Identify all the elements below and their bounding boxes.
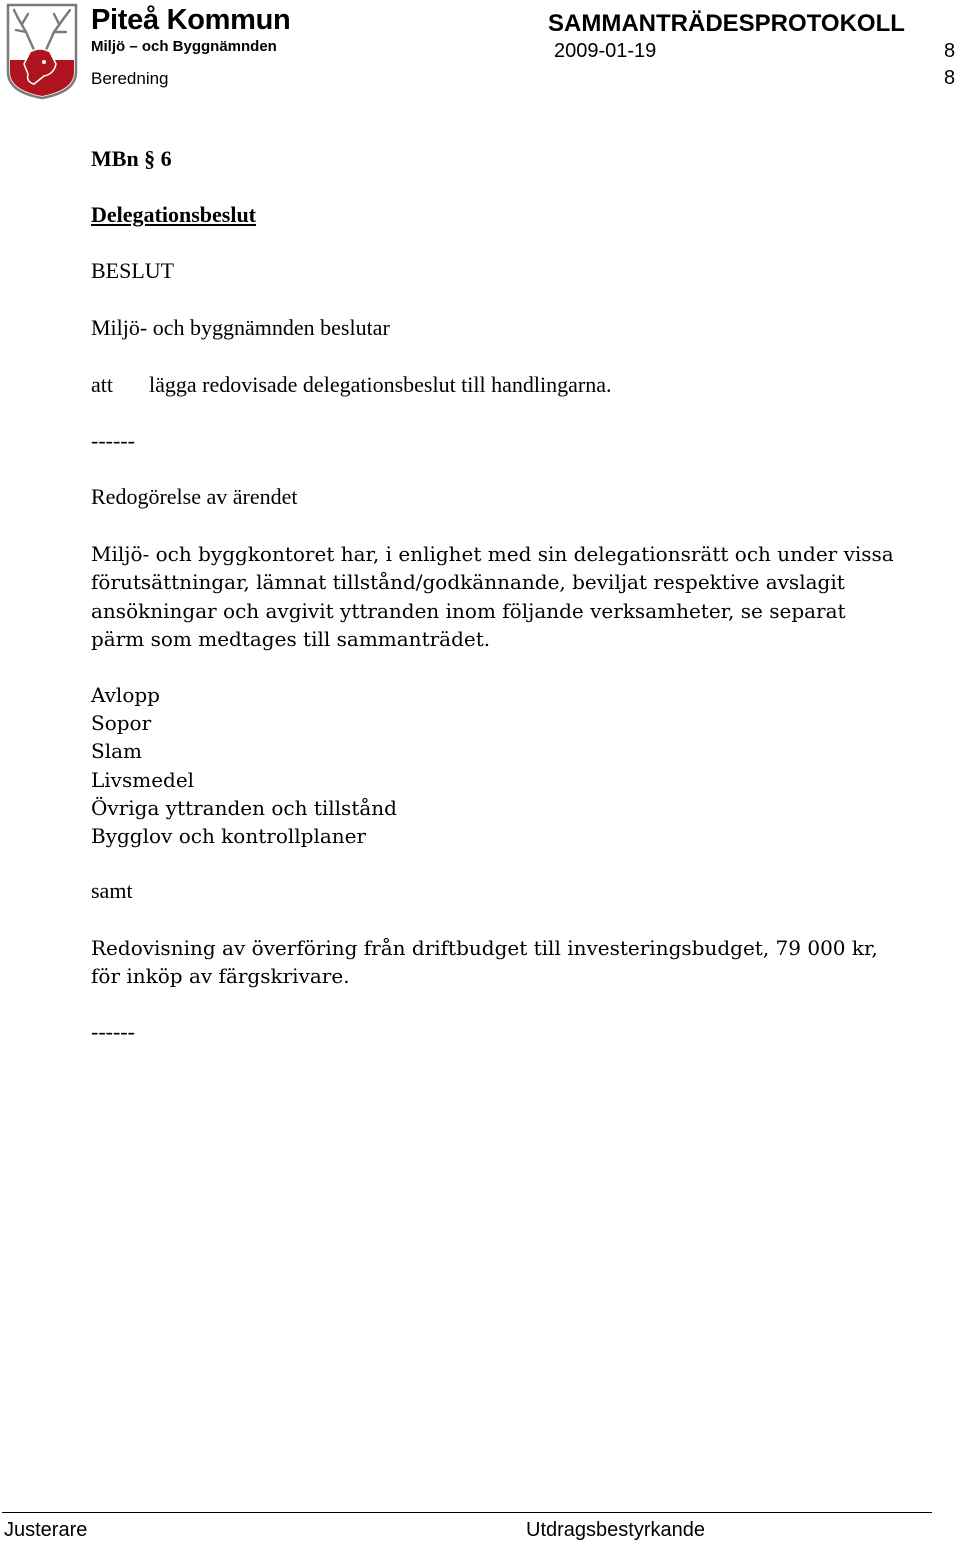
list-item: Sopor	[91, 711, 152, 736]
list-item: Övriga yttranden och tillstånd	[91, 795, 397, 820]
transfer-paragraph	[91, 934, 878, 991]
separator: ------	[91, 428, 135, 453]
list-item: Avlopp	[91, 683, 160, 707]
list-item: Bygglov och kontrollplaner	[91, 823, 367, 848]
preparation-page-number: 8	[944, 67, 956, 89]
section-number: MBn § 6	[91, 146, 172, 171]
decision-att-keyword: att	[91, 372, 113, 397]
decision-heading: BESLUT	[91, 258, 175, 283]
footer-justerare: Justerare	[4, 1519, 88, 1541]
list-item: Slam	[91, 739, 142, 764]
separator: ------	[91, 1019, 135, 1044]
transfer-line: för inköp av färgskrivare.	[91, 964, 350, 989]
report-line: Miljö- och byggkontoret har, i enlighet med sin delegationsrätt och under vissa	[91, 542, 894, 566]
report-paragraph	[91, 540, 894, 654]
decision-intro: Miljö- och byggnämnden beslutar	[91, 315, 390, 340]
section-title: Delegationsbeslut	[91, 202, 256, 227]
meeting-date: 2009-01-19	[554, 40, 657, 62]
decision-text: lägga redovisade delegationsbeslut till handlingarna.	[149, 372, 612, 397]
list-item: Livsmedel	[91, 767, 195, 792]
preparation-label: Beredning	[91, 69, 169, 88]
footer-divider	[2, 1512, 932, 1513]
report-line: ansökningar och avgivit yttranden inom följande verksamheter, se separat	[91, 598, 846, 623]
report-line: pärm som medtages till sammanträdet.	[91, 627, 491, 652]
activity-list	[91, 681, 397, 850]
document-type: SAMMANTRÄDESPROTOKOLL	[548, 10, 905, 37]
page-number: 8	[944, 40, 956, 62]
organization-department: Miljö – och Byggnämnden	[91, 38, 277, 55]
footer-utdragsbestyrkande: Utdragsbestyrkande	[526, 1519, 705, 1541]
report-heading: Redogörelse av ärendet	[91, 484, 298, 509]
transfer-line: Redovisning av överföring från driftbudget till investeringsbudget, 79 000 kr,	[91, 936, 878, 960]
report-line: förutsättningar, lämnat tillstånd/godkännande, beviljat respektive avslagit	[91, 570, 845, 595]
samt-text: samt	[91, 878, 133, 903]
organization-name: Piteå Kommun	[91, 4, 291, 36]
municipality-crest-logo	[4, 2, 80, 100]
